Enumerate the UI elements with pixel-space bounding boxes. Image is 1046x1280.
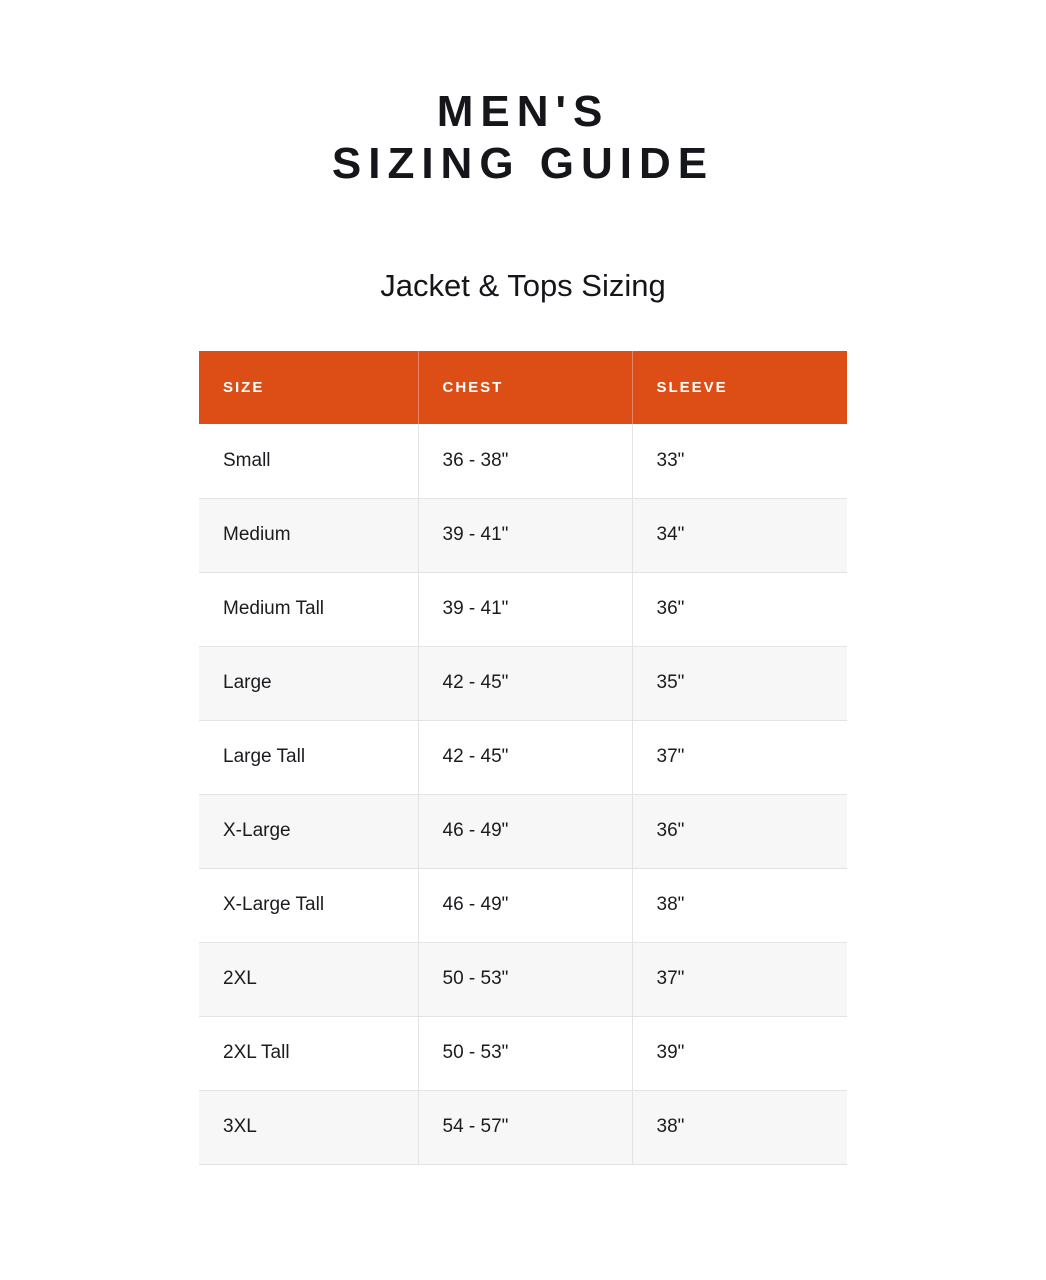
table-row xyxy=(199,1016,847,1090)
table-body xyxy=(199,424,847,1164)
sizing-table-container xyxy=(199,351,847,1165)
cell-size: Large Tall xyxy=(199,720,418,794)
cell-size: Large xyxy=(199,646,418,720)
cell-chest: 50 - 53" xyxy=(418,942,632,1016)
table-row xyxy=(199,1090,847,1164)
table-row xyxy=(199,868,847,942)
column-header-size: SIZE xyxy=(199,351,418,424)
table-row xyxy=(199,424,847,498)
cell-size: Small xyxy=(199,424,418,498)
cell-size: 2XL xyxy=(199,942,418,1016)
cell-chest: 42 - 45" xyxy=(418,646,632,720)
cell-size: Medium xyxy=(199,498,418,572)
cell-sleeve: 34" xyxy=(632,498,847,572)
table-row xyxy=(199,794,847,868)
cell-size: 2XL Tall xyxy=(199,1016,418,1090)
cell-chest: 54 - 57" xyxy=(418,1090,632,1164)
sizing-table xyxy=(199,351,847,1165)
cell-sleeve: 39" xyxy=(632,1016,847,1090)
table-row xyxy=(199,942,847,1016)
cell-chest: 46 - 49" xyxy=(418,794,632,868)
cell-sleeve: 38" xyxy=(632,1090,847,1164)
cell-chest: 39 - 41" xyxy=(418,498,632,572)
cell-chest: 39 - 41" xyxy=(418,572,632,646)
cell-sleeve: 37" xyxy=(632,942,847,1016)
cell-size: X-Large xyxy=(199,794,418,868)
cell-sleeve: 35" xyxy=(632,646,847,720)
table-header-row xyxy=(199,351,847,424)
page-title xyxy=(0,0,1046,190)
column-header-chest: CHEST xyxy=(418,351,632,424)
cell-chest: 46 - 49" xyxy=(418,868,632,942)
table-row xyxy=(199,646,847,720)
cell-size: X-Large Tall xyxy=(199,868,418,942)
cell-sleeve: 36" xyxy=(632,572,847,646)
table-row xyxy=(199,498,847,572)
cell-size: 3XL xyxy=(199,1090,418,1164)
cell-sleeve: 36" xyxy=(632,794,847,868)
table-row xyxy=(199,572,847,646)
table-row xyxy=(199,720,847,794)
page-title-line-1: MEN'S xyxy=(436,87,610,136)
section-subtitle: Jacket & Tops Sizing xyxy=(380,268,666,303)
cell-size: Medium Tall xyxy=(199,572,418,646)
cell-sleeve: 38" xyxy=(632,868,847,942)
table-header xyxy=(199,351,847,424)
cell-chest: 42 - 45" xyxy=(418,720,632,794)
cell-chest: 36 - 38" xyxy=(418,424,632,498)
cell-chest: 50 - 53" xyxy=(418,1016,632,1090)
page-title-line-2: SIZING GUIDE xyxy=(331,139,715,188)
column-header-sleeve: SLEEVE xyxy=(632,351,847,424)
cell-sleeve: 37" xyxy=(632,720,847,794)
cell-sleeve: 33" xyxy=(632,424,847,498)
